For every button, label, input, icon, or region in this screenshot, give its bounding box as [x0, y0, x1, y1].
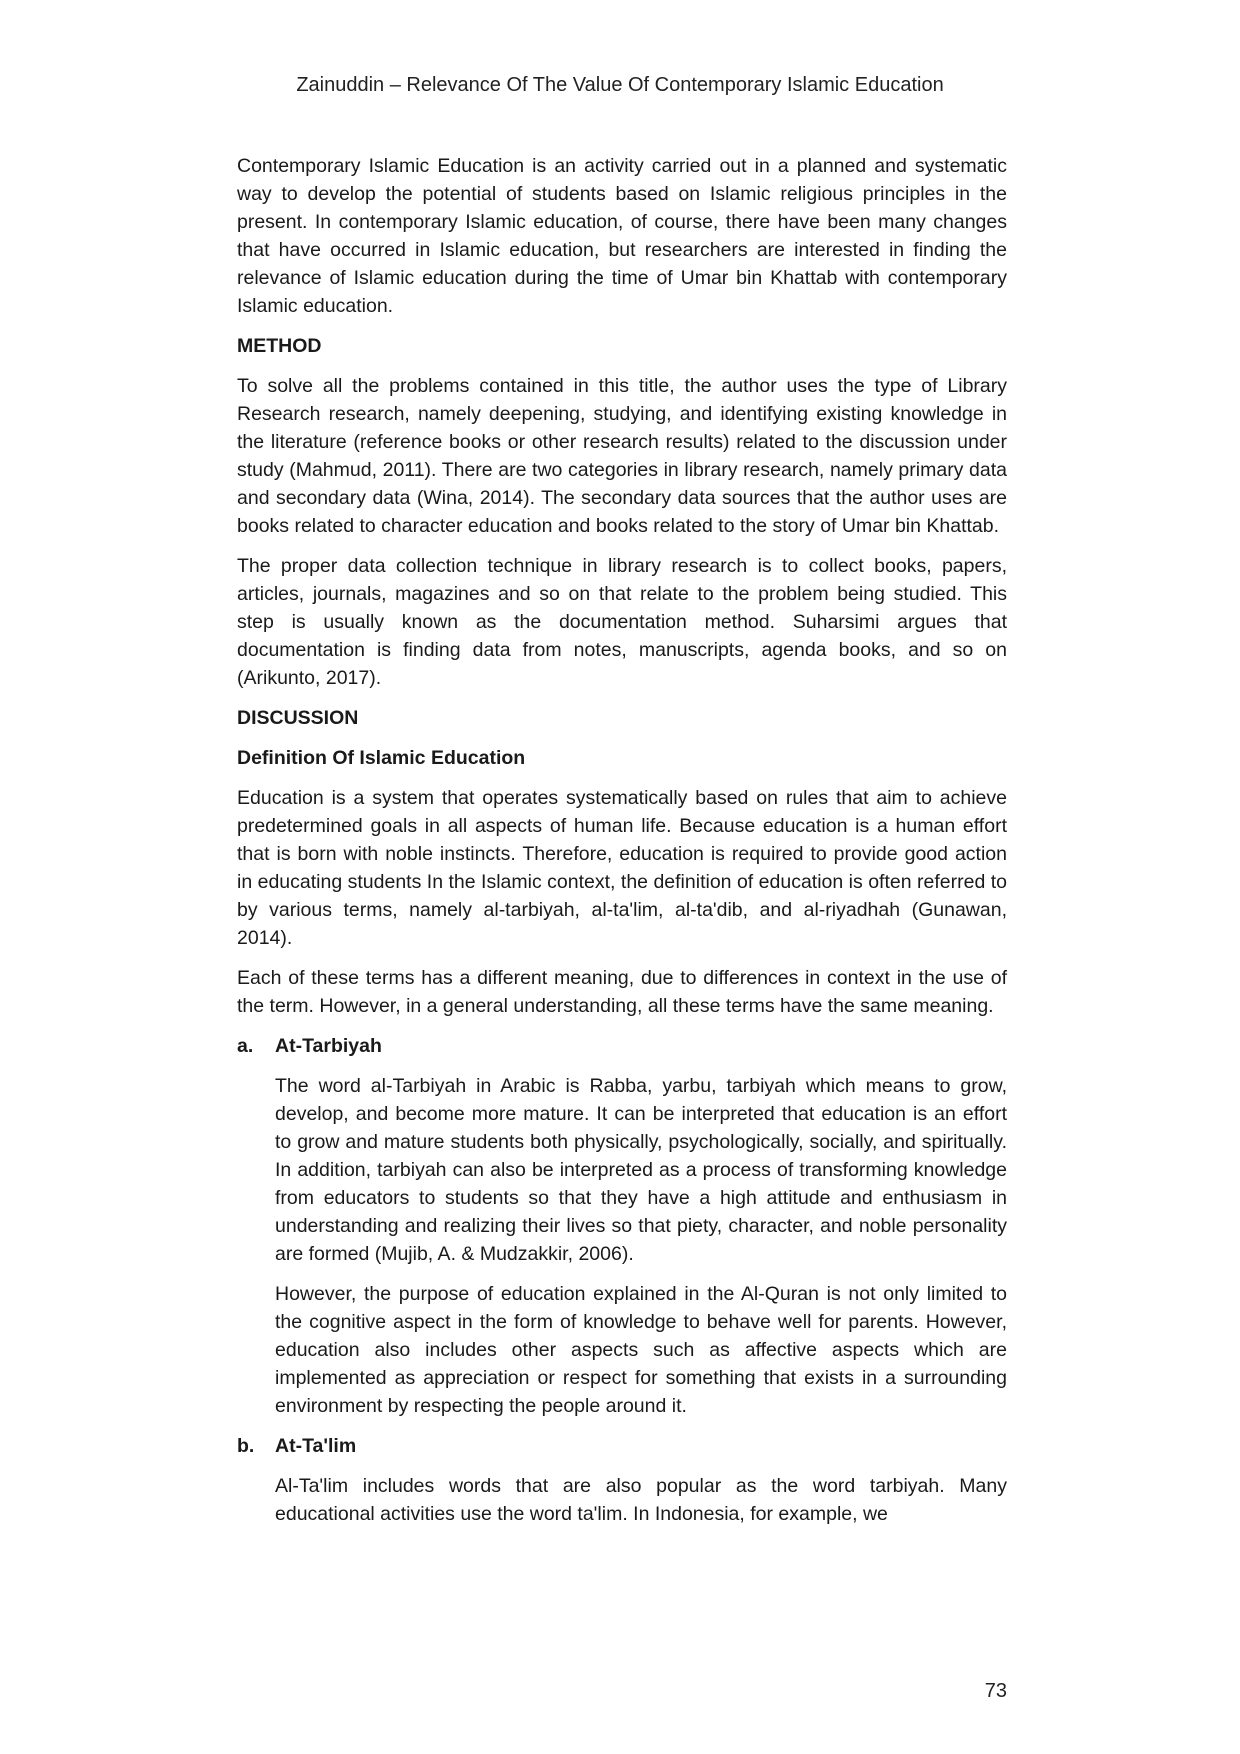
- intro-paragraph: Contemporary Islamic Education is an activity carried out in a planned and systematic way to develop the potential of students based on Islamic religious principles in the present. In contemporary Islamic education, of course, there have been many changes that have occurred in Islamic education, but researchers are interested in finding the relevance of Islamic education during the time of Umar bin Khattab with contemporary Islamic education.: [237, 155, 1007, 317]
- list-item-a-heading: [237, 1032, 1007, 1060]
- definition-paragraph-1: Education is a system that operates systematically based on rules that aim to achieve predetermined goals in all aspects of human life. Because education is a human effort that is born with noble instincts. Therefore, education is required to provide good action in educating students In the Islamic context, the definition of education is often referred to by various terms, namely al-tarbiyah, al-ta'lim, al-ta'dib, and al-riyadhah (Gunawan, 2014).: [237, 787, 1007, 949]
- list-marker-b: b.: [237, 1435, 255, 1457]
- talim-paragraph-1: Al-Ta'lim includes words that are also popular as the word tarbiyah. Many educational activities use the word ta'lim. In Indonesia, for example, we: [275, 1475, 1007, 1525]
- method-paragraph-1: To solve all the problems contained in this title, the author uses the type of Library Research research, namely deepening, studying, and identifying existing knowledge in the literature (reference books or other research results) related to the discussion under study (Mahmud, 2011). There are two categories in library research, namely primary data and secondary data (Wina, 2014). The secondary data sources that the author uses are books related to character education and books related to the story of Umar bin Khattab.: [237, 375, 1007, 537]
- discussion-heading: DISCUSSION: [237, 707, 359, 729]
- definition-paragraph-2: Each of these terms has a different meaning, due to differences in context in the use of the term. However, in a general understanding, all these terms have the same meaning.: [237, 967, 1007, 1017]
- list-item-b-heading: [237, 1432, 1007, 1460]
- definition-subheading: Definition Of Islamic Education: [237, 747, 526, 769]
- running-header: Zainuddin – Relevance Of The Value Of Contemporary Islamic Education: [296, 74, 944, 96]
- list-item-b-body: [237, 1472, 1007, 1528]
- tarbiyah-paragraph-2: However, the purpose of education explained in the Al-Quran is not only limited to the cognitive aspect in the form of knowledge to behave well for parents. However, education also includes other aspects such as affective aspects which are implemented as appreciation or respect for something that exists in a surrounding environment by respecting the people around it.: [275, 1283, 1007, 1417]
- article-body: [237, 152, 1007, 1540]
- method-heading: METHOD: [237, 335, 322, 357]
- list-item-b-title: At-Ta'lim: [275, 1435, 357, 1457]
- list-marker-a: a.: [237, 1035, 254, 1057]
- list-item-a-body: [237, 1072, 1007, 1420]
- page-number: 73: [984, 1680, 1007, 1702]
- list-item-a-title: At-Tarbiyah: [275, 1035, 382, 1057]
- tarbiyah-paragraph-1: The word al-Tarbiyah in Arabic is Rabba, yarbu, tarbiyah which means to grow, develop, and become more mature. It can be interpreted that education is an effort to grow and mature students both physically, psychologically, socially, and spiritually. In addition, tarbiyah can also be interpreted as a process of transforming knowledge from educators to students so that they have a high attitude and enthusiasm in understanding and realizing their lives so that piety, character, and noble personality are formed (Mujib, A. & Mudzakkir, 2006).: [275, 1075, 1007, 1265]
- method-paragraph-2: The proper data collection technique in library research is to collect books, papers, articles, journals, magazines and so on that relate to the problem being studied. This step is usually known as the documentation method. Suharsimi argues that documentation is finding data from notes, manuscripts, agenda books, and so on (Arikunto, 2017).: [237, 555, 1007, 689]
